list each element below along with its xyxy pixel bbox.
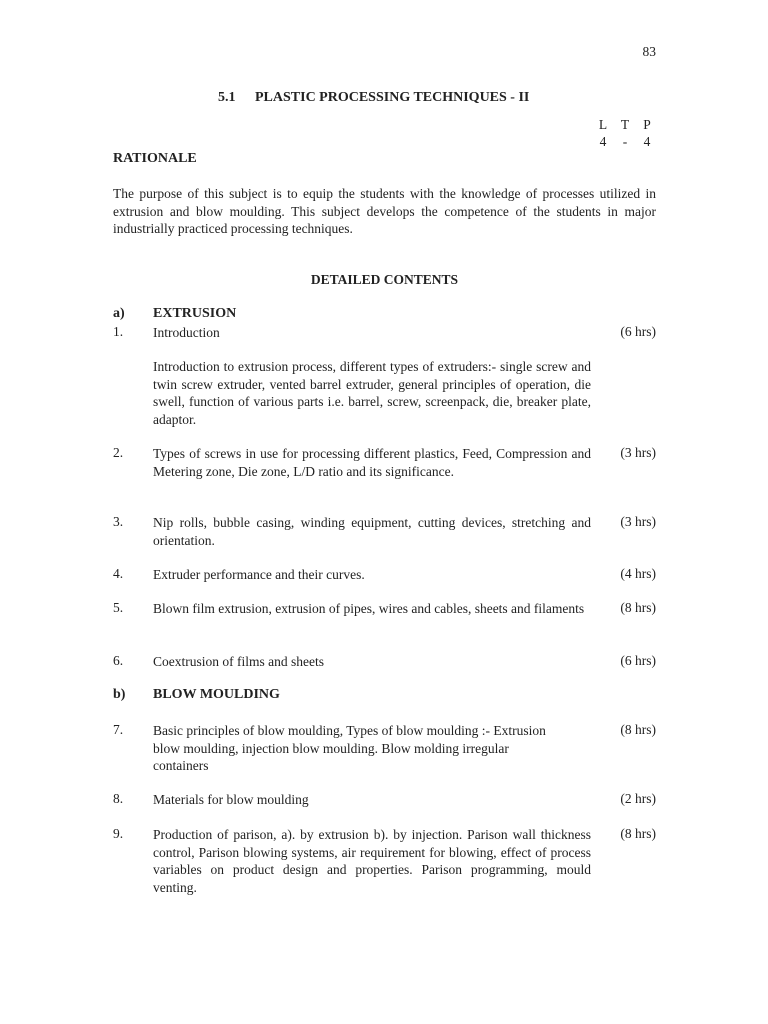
item-number: 9. <box>113 826 124 841</box>
section-title: EXTRUSION <box>153 306 237 321</box>
title-number: 5.1 <box>218 90 236 105</box>
section-heading-extrusion <box>113 306 236 322</box>
item-text: Nip rolls, bubble casing, winding equipment, cutting devices, stretching and orientation. <box>153 515 591 548</box>
item-number: 2. <box>113 445 124 460</box>
item-hours: (8 hrs) <box>620 826 656 841</box>
ltp-header-t: T <box>620 117 630 132</box>
item-number: 3. <box>113 514 124 529</box>
item-hours: (6 hrs) <box>620 324 656 339</box>
ltp-value-p: 4 <box>643 134 651 149</box>
ltp-value-t: - <box>622 134 628 149</box>
rationale-text: The purpose of this subject is to equip the students with the knowledge of processes utilized in extrusion and blow moulding. This subject develops the competence of the students in major industrially practiced processing techniques. <box>113 186 656 236</box>
item-number: 1. <box>113 324 124 339</box>
item-hours: (3 hrs) <box>620 514 656 529</box>
item-text: Production of parison, a). by extrusion b). by injection. Parison wall thickness control, Parison blowing systems, air requirement for blowing, effect of process variables on product design and properties. Parison programming, mould venting. <box>153 827 591 895</box>
item-text: Coextrusion of films and sheets <box>153 654 324 669</box>
ltp-value-l: 4 <box>599 134 607 149</box>
item-text: Introduction <box>153 325 220 340</box>
item-text: Materials for blow moulding <box>153 792 309 807</box>
section-title: BLOW MOULDING <box>153 687 280 702</box>
item-text: Blown film extrusion, extrusion of pipes, wires and cables, sheets and filaments <box>153 601 585 616</box>
rationale-heading: RATIONALE <box>113 151 197 166</box>
section-heading-blow-moulding <box>113 687 280 703</box>
item-text: Basic principles of blow moulding, Types of blow moulding :- Extrusion blow moulding, injection blow moulding. Blow molding irregular containers <box>153 723 546 773</box>
item-number: 5. <box>113 600 124 615</box>
section-label: a) <box>113 306 125 321</box>
item-text: Types of screws in use for processing different plastics, Feed, Compression and Metering zone, Die zone, L/D ratio and its significance. <box>153 446 591 479</box>
item-number: 8. <box>113 791 124 806</box>
item-detail: Introduction to extrusion process, different types of extruders:- single screw and twin screw extruder, vented barrel extruder, general principles of operation, die swell, function of various parts i.e. barrel, screw, screenpack, die, breaker plate, adaptor. <box>153 359 591 427</box>
ltp-header-l: L <box>598 117 608 132</box>
item-number: 4. <box>113 566 124 581</box>
item-hours: (4 hrs) <box>620 566 656 581</box>
page-title <box>218 90 529 106</box>
ltp-headers <box>592 117 658 133</box>
detailed-contents-heading: DETAILED CONTENTS <box>310 272 459 287</box>
section-label: b) <box>113 687 126 702</box>
item-text: Extruder performance and their curves. <box>153 567 365 582</box>
item-number: 7. <box>113 722 124 737</box>
item-hours: (2 hrs) <box>620 791 656 806</box>
page-number: 83 <box>642 44 656 59</box>
item-hours: (3 hrs) <box>620 445 656 460</box>
title-text: PLASTIC PROCESSING TECHNIQUES - II <box>255 90 530 105</box>
item-hours: (6 hrs) <box>620 653 656 668</box>
item-hours: (8 hrs) <box>620 722 656 737</box>
ltp-values <box>592 134 658 150</box>
item-number: 6. <box>113 653 124 668</box>
ltp-header-p: P <box>643 117 651 132</box>
item-hours: (8 hrs) <box>620 600 656 615</box>
